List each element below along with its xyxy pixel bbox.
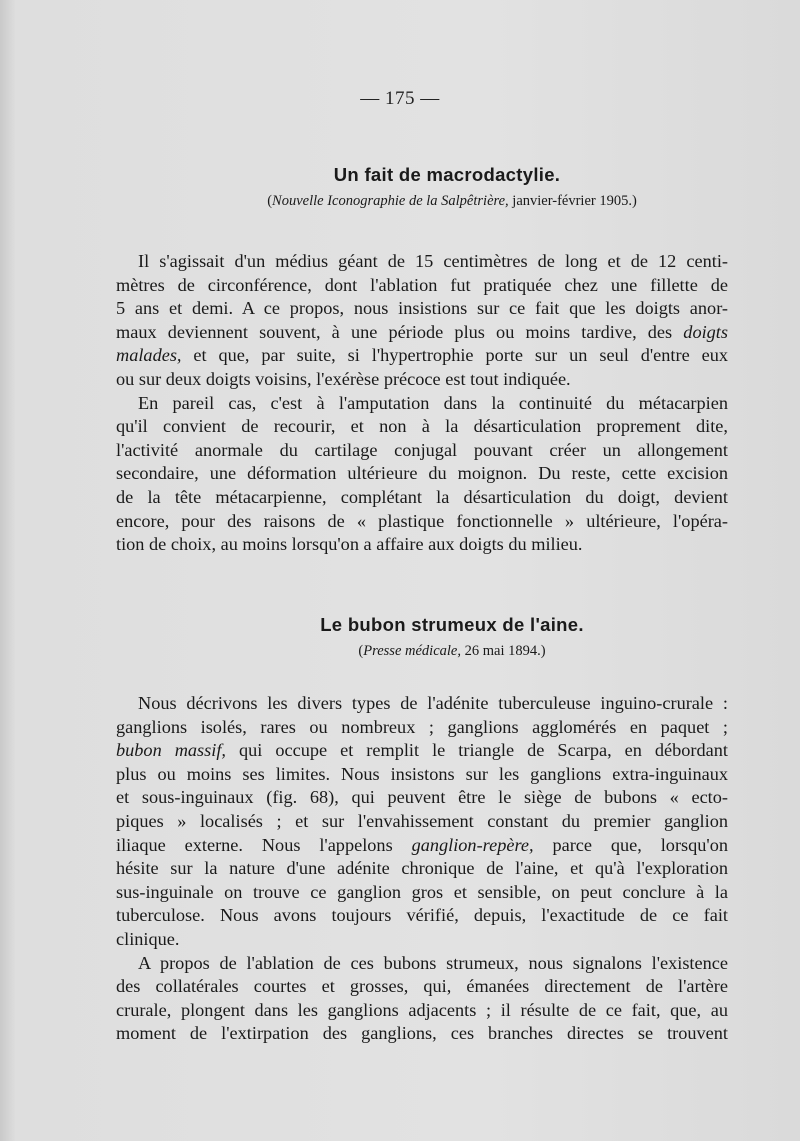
text-line xyxy=(116,739,728,763)
source-open: ( xyxy=(358,643,364,659)
text-line: tuberculose. Nous avons toujours vérifié, depuis, l'exactitude de ce fait xyxy=(116,905,728,926)
section-title: Un fait de macrodactylie. xyxy=(333,164,561,185)
italic-run: ganglion-repère, xyxy=(411,834,534,855)
source-open: ( xyxy=(267,193,273,209)
text-line: Il s'agissait d'un médius géant de 15 centimètres de long et de 12 centi- xyxy=(138,251,728,271)
text-line xyxy=(116,834,728,858)
text-line: mètres de circonférence, dont l'ablation fut pratiquée chez une fillette de xyxy=(116,274,728,295)
text-line: Nous décrivons les divers types de l'adénite tuberculeuse inguino-crurale : xyxy=(138,693,728,713)
section-bubon-strumeux xyxy=(116,612,728,1046)
text-line: hésite sur la nature d'une adénite chronique de l'aine, et qu'à l'exploration xyxy=(116,858,728,879)
source-date: 26 mai 1894.) xyxy=(460,643,546,659)
italic-run: bubon massif, xyxy=(116,740,226,761)
text-line: A propos de l'ablation de ces bubons strumeux, nous signalons l'existence xyxy=(138,952,728,973)
text-line: piques » localisés ; et sur l'envahissement constant du premier ganglion xyxy=(116,810,728,831)
text-run: parce que, lorsqu'on xyxy=(533,834,729,855)
section-source xyxy=(116,190,728,212)
text-line: sus-inguinale on trouve ce ganglion gros et sensible, on peut conclure à la xyxy=(116,881,728,902)
text-line: des collatérales courtes et grosses, qui, émanées directement de l'artère xyxy=(116,976,728,997)
paragraph xyxy=(116,692,728,952)
text-run: iliaque externe. Nous l'appelons xyxy=(116,834,412,855)
text-line: qu'il convient de recourir, et non à la désarticulation proprement dite, xyxy=(116,416,728,437)
text-line: de la tête métacarpienne, complétant la désarticulation du doigt, devient xyxy=(116,486,728,507)
text-line: plus ou moins ses limites. Nous insistons sur les ganglions extra-inguinaux xyxy=(116,763,728,784)
section-title: Le bubon strumeux de l'aine. xyxy=(320,614,584,635)
text-line: encore, pour des raisons de « plastique fonctionnelle » ultérieure, l'opéra- xyxy=(116,510,728,531)
text-run: maux deviennent souvent, à une période plus ou moins tardive, des xyxy=(116,321,684,342)
text-run: qui occupe et remplit le triangle de Scarpa, en débordant xyxy=(226,740,728,761)
italic-run: doigts xyxy=(683,321,728,342)
text-line: ou sur deux doigts voisins, l'exérèse précoce est tout indiquée. xyxy=(116,368,571,389)
paragraph xyxy=(116,250,728,392)
page-number: — 175 — xyxy=(360,88,440,109)
source-name: Presse médicale, xyxy=(363,643,461,659)
text-line: moment de l'extirpation des ganglions, ces branches directes se trouvent xyxy=(116,1023,728,1044)
text-line: En pareil cas, c'est à l'amputation dans la continuité du métacarpien xyxy=(138,392,728,413)
text-line: tion de choix, au moins lorsqu'on a affaire aux doigts du milieu. xyxy=(116,534,583,555)
text-line: crurale, plongent dans les ganglions adjacents ; il résulte de ce fait, que, au xyxy=(116,999,728,1020)
text-line: l'activité anormale du cartilage conjugal pouvant créer un allongement xyxy=(116,439,728,460)
text-line: 5 ans et demi. A ce propos, nous insistions sur ce fait que les doigts anor- xyxy=(116,298,728,319)
text-line xyxy=(116,321,728,345)
paragraph xyxy=(116,392,728,557)
section-macrodactylie xyxy=(116,162,728,557)
text-line: et sous-inguinaux (fig. 68), qui peuvent être le siège de bubons « ecto- xyxy=(116,787,728,808)
section-source xyxy=(116,640,728,662)
text-line: secondaire, une déformation ultérieure du moignon. Du reste, cette excision xyxy=(116,463,728,484)
text-line: ganglions isolés, rares ou nombreux ; ganglions agglomérés en paquet ; xyxy=(116,716,728,737)
text-line xyxy=(116,344,728,368)
text-line: clinique. xyxy=(116,928,180,949)
source-date: janvier-février 1905.) xyxy=(508,193,637,209)
paragraph xyxy=(116,952,728,1046)
source-name: Nouvelle Iconographie de la Salpêtrière, xyxy=(272,193,509,209)
text-run: et que, par suite, si l'hypertrophie porte sur un seul d'entre eux xyxy=(181,345,728,366)
italic-run: malades, xyxy=(116,345,182,366)
